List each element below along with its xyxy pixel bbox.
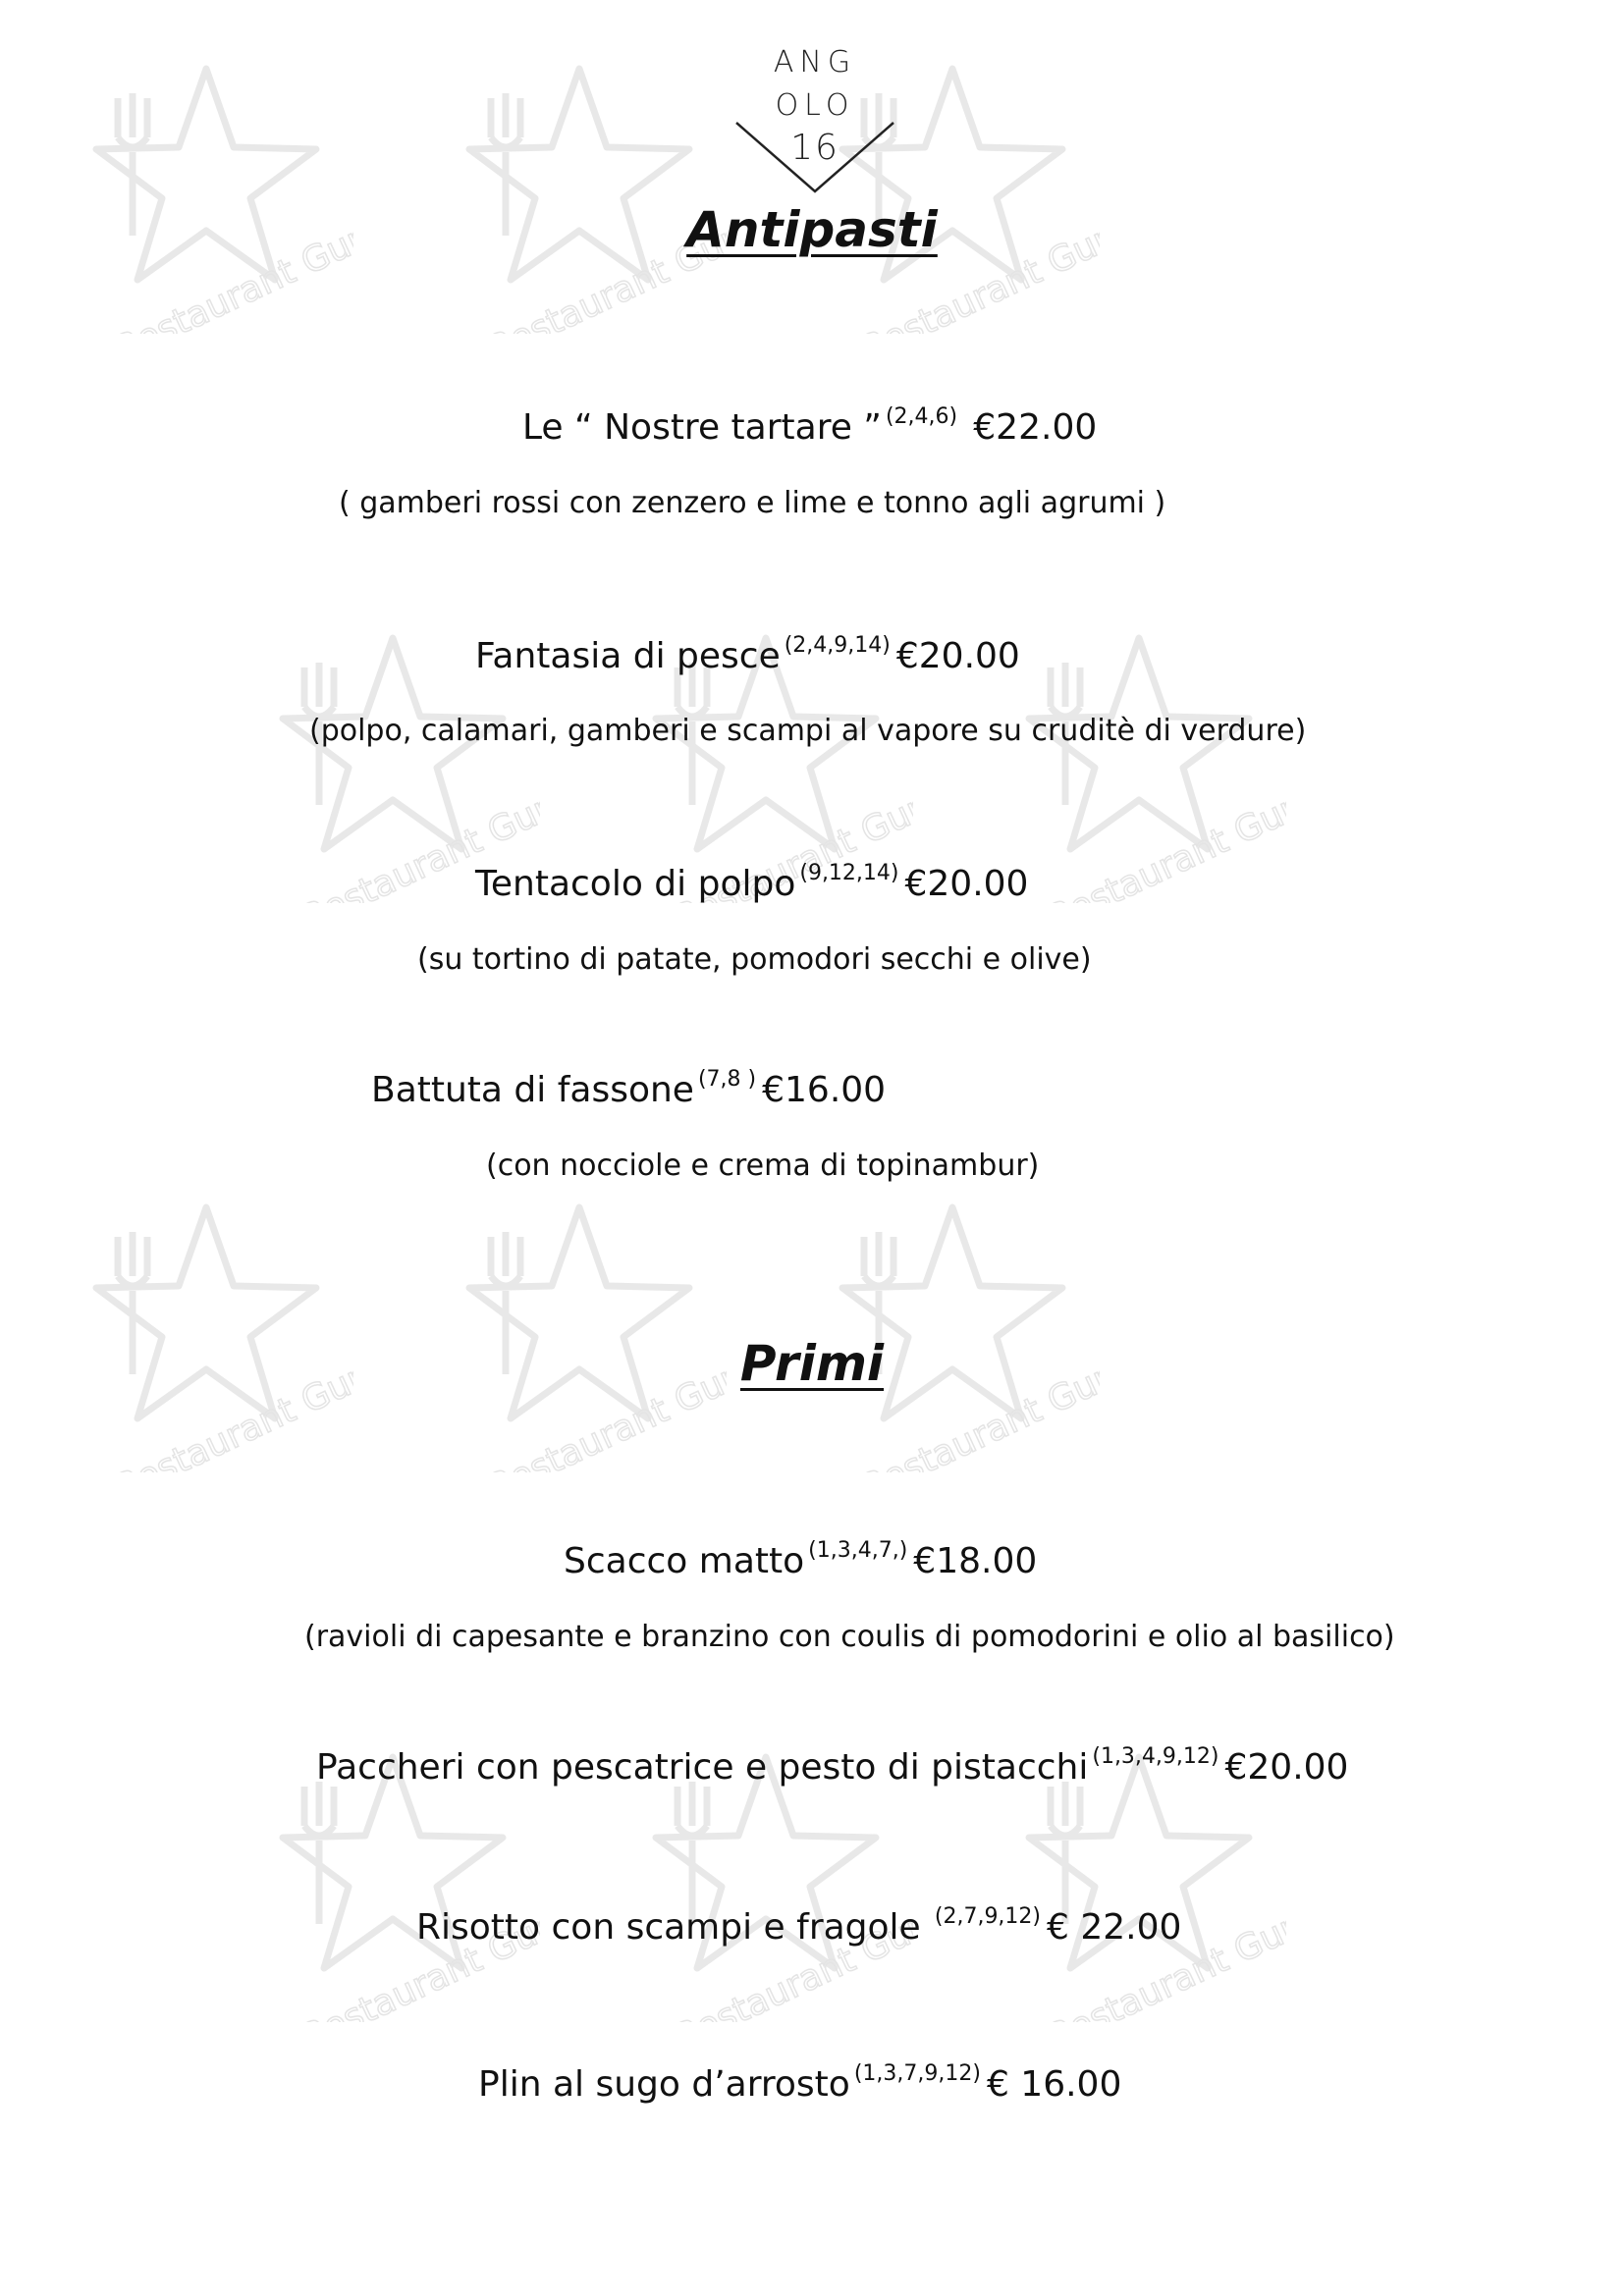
restaurant-guru-watermark xyxy=(805,1178,1100,1472)
item-price: €18.00 xyxy=(913,1541,1038,1581)
item-name: Plin al sugo d’arrosto xyxy=(478,2064,850,2105)
svg-text:Restaurant Guru: Restaurant Guru xyxy=(669,1897,913,2022)
restaurant-guru-watermark xyxy=(432,39,727,334)
item-name: Scacco matto xyxy=(564,1541,805,1581)
menu-item xyxy=(522,404,1097,448)
item-price: €20.00 xyxy=(1224,1747,1349,1788)
svg-text:Restaurant Guru: Restaurant Guru xyxy=(669,778,913,903)
item-allergens: (2,7,9,12) xyxy=(934,1904,1042,1929)
item-name: Risotto con scampi e fragole xyxy=(416,1907,921,1948)
menu-item xyxy=(371,1067,886,1110)
item-name: Paccheri con pescatrice e pesto di pistacchi xyxy=(316,1747,1089,1788)
star-fork-icon xyxy=(432,39,727,334)
item-description: (con nocciole e crema di topinambur) xyxy=(486,1148,1040,1183)
svg-text:Restaurant Guru: Restaurant Guru xyxy=(855,1348,1100,1472)
item-price: € 16.00 xyxy=(986,2064,1122,2105)
svg-text:Restaurant Guru: Restaurant Guru xyxy=(482,1348,727,1472)
menu-item xyxy=(478,2061,1121,2105)
item-name: Tentacolo di polpo xyxy=(475,864,796,904)
item-description: (su tortino di patate, pomodori secchi e olive) xyxy=(417,942,1092,977)
item-allergens: (2,4,6) xyxy=(885,404,958,429)
star-fork-icon xyxy=(992,609,1286,903)
item-allergens: (1,3,7,9,12) xyxy=(853,2061,981,2086)
item-allergens: (2,4,9,14) xyxy=(784,633,891,658)
svg-text:Restaurant Guru: Restaurant Guru xyxy=(109,1348,353,1472)
menu-item xyxy=(475,861,1028,904)
menu-item xyxy=(564,1538,1037,1581)
item-allergens: (1,3,4,7,) xyxy=(808,1538,908,1563)
logo-line-3: 16 xyxy=(790,128,839,168)
item-description: (ravioli di capesante e branzino con coulis di pomodorini e olio al basilico) xyxy=(304,1620,1395,1654)
item-price: €20.00 xyxy=(895,636,1020,676)
item-price: €22.00 xyxy=(973,407,1098,448)
item-allergens: (7,8 ) xyxy=(697,1067,757,1092)
star-fork-icon xyxy=(59,39,353,334)
svg-text:Restaurant Guru: Restaurant Guru xyxy=(1042,1897,1286,2022)
item-price: €16.00 xyxy=(762,1070,887,1110)
logo-line-2: OLO xyxy=(775,88,855,123)
svg-text:Restaurant Guru: Restaurant Guru xyxy=(296,1897,540,2022)
menu-item xyxy=(475,633,1020,676)
item-description: (polpo, calamari, gamberi e scampi al vapore su cruditè di verdure) xyxy=(309,714,1307,748)
svg-text:Restaurant Guru: Restaurant Guru xyxy=(1042,778,1286,903)
item-allergens: (9,12,14) xyxy=(799,861,899,885)
star-fork-icon xyxy=(59,1178,353,1472)
star-fork-icon xyxy=(805,1178,1100,1472)
item-name: Le “ Nostre tartare ” xyxy=(522,407,882,448)
item-name: Battuta di fassone xyxy=(371,1070,694,1110)
restaurant-guru-watermark xyxy=(59,39,353,334)
section-title-primi: Primi xyxy=(739,1335,885,1392)
item-name: Fantasia di pesce xyxy=(475,636,781,676)
item-allergens: (1,3,4,9,12) xyxy=(1092,1744,1219,1769)
item-price: €20.00 xyxy=(904,864,1029,904)
menu-item xyxy=(316,1744,1348,1788)
restaurant-guru-watermark xyxy=(992,609,1286,903)
restaurant-guru-watermark xyxy=(59,1178,353,1472)
angolo-16-logo xyxy=(727,39,903,196)
item-price: € 22.00 xyxy=(1047,1907,1182,1948)
item-description: ( gamberi rossi con zenzero e lime e tonno agli agrumi ) xyxy=(339,486,1166,520)
svg-text:Restaurant Guru: Restaurant Guru xyxy=(855,209,1100,334)
restaurant-guru-watermark xyxy=(432,1178,727,1472)
svg-text:Restaurant Guru: Restaurant Guru xyxy=(296,778,540,903)
svg-text:Restaurant Guru: Restaurant Guru xyxy=(482,209,727,334)
star-fork-icon xyxy=(432,1178,727,1472)
svg-text:Restaurant Guru: Restaurant Guru xyxy=(109,209,353,334)
menu-item xyxy=(416,1904,1181,1948)
logo-line-1: ANG xyxy=(773,45,857,80)
section-title-antipasti: Antipasti xyxy=(686,201,938,258)
